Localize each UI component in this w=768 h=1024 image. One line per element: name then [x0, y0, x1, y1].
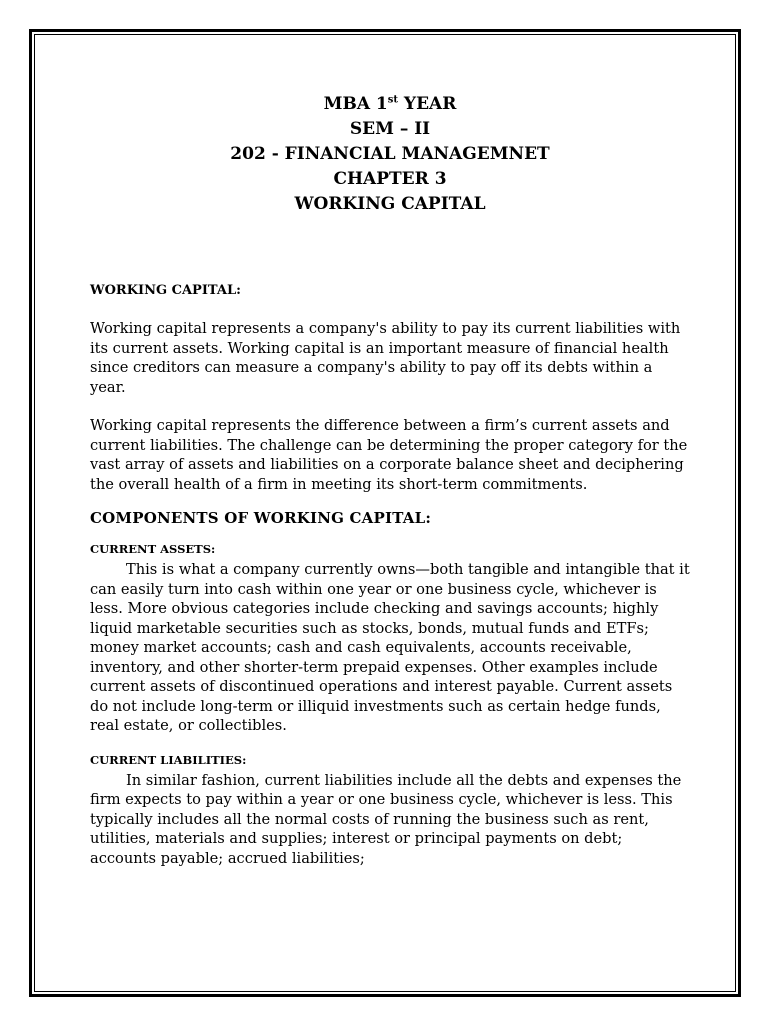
title-line-topic: WORKING CAPITAL [294, 194, 486, 214]
current-assets-heading: CURRENT ASSETS: [90, 542, 216, 556]
current-liabilities-paragraph: In similar fashion, current liabilities include all the debts and expenses the firm expects to pay within a year or one business cycle, whichever is less. This typically includes all the normal costs of running the business such as rent, utilities, materials and supplies; interest or principal payments on debt; accounts payable; accrued liabilities; [90, 771, 682, 867]
working-capital-heading: WORKING CAPITAL: [90, 283, 241, 298]
title-line-subject: 202 - FINANCIAL MANAGEMNET [230, 144, 550, 164]
title-line-chapter: CHAPTER 3 [333, 169, 447, 189]
title-line-semester: SEM – II [349, 119, 431, 139]
title-course-prefix: MBA 1 [323, 94, 388, 114]
document-content [90, 92, 690, 868]
title-block [90, 92, 690, 217]
title-course-sup: st [387, 94, 399, 106]
working-capital-paragraph-1: Working capital represents a company's ability to pay its current liabilities with its current assets. Working capital is an important measure of financial health since creditors can measure a company's ability to pay off its debts within a year. [90, 320, 681, 396]
title-line-course [90, 92, 690, 117]
current-liabilities-heading: CURRENT LIABILITIES: [90, 752, 247, 767]
working-capital-paragraph-2: Working capital represents the difference between a firm’s current assets and current liabilities. The challenge can be determining the proper category for the vast array of assets and liabilities on a corporate balance sheet and deciphering the overall health of a firm in meeting its short-term commitments. [90, 417, 688, 493]
components-heading: COMPONENTS OF WORKING CAPITAL: [90, 509, 432, 527]
current-assets-paragraph: This is what a company currently owns—both tangible and intangible that it can easily turn into cash within one year or one business cycle, whichever is less. More obvious categories include checking and savings accounts; highly liquid marketable securities such as stocks, bonds, mutual funds and ETFs; money market accounts; cash and cash equivalents, accounts receivable, inventory, and other shorter-term prepaid expenses. Other examples include current assets of discontinued operations and interest payable. Current assets do not include long-term or illiquid investments such as certain hedge funds, real estate, or collectibles. [90, 561, 690, 734]
title-course-suffix: YEAR [398, 94, 457, 114]
